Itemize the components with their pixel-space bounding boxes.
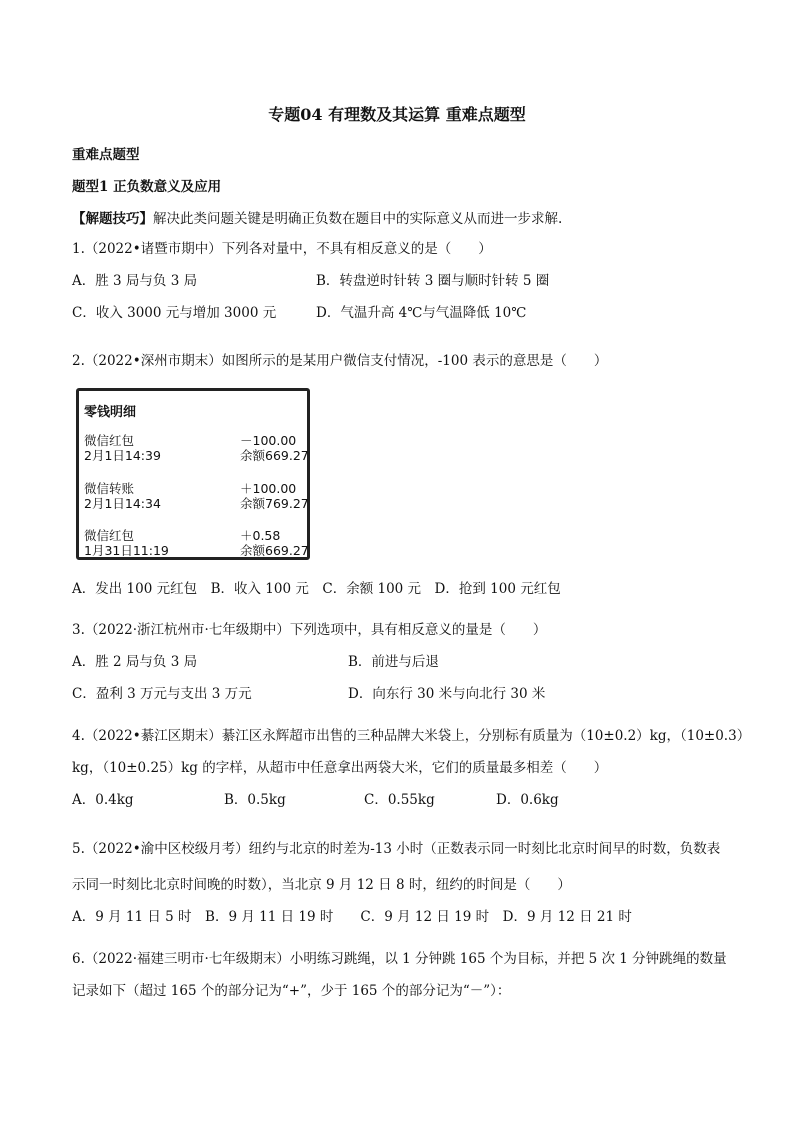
question-3-option-a: A．胜 2 局与负 3 局 bbox=[72, 654, 198, 670]
question-5-stem-line-1: 5.（2022•渝中区校级月考）纽约与北京的时差为-13 小时（正数表示同一时刻比北京时间早的时数，负数表 bbox=[72, 841, 721, 857]
question-4-stem-line-1: 4.（2022•綦江区期末）綦江区永辉超市出售的三种品牌大米袋上，分别标有质量为（10±0.2）kg，（10±0.3） bbox=[72, 728, 751, 744]
question-4-option-b: B．0.5kg bbox=[224, 792, 286, 808]
question-3-option-b: B．前进与后退 bbox=[348, 654, 439, 670]
question-1-option-c: C．收入 3000 元与增加 3000 元 bbox=[72, 305, 277, 321]
question-5-stem-line-2: 示同一时刻比北京时间晚的时数），当北京 9 月 12 日 8 时，纽约的时间是（ ） bbox=[72, 877, 571, 893]
question-4-stem-line-2: kg，（10±0.25）kg 的字样，从超市中任意拿出两袋大米，它们的质量最多相差（ ） bbox=[72, 760, 608, 776]
card-row-amount: ＋0.58 bbox=[240, 528, 281, 543]
wallet-detail-card bbox=[76, 388, 310, 560]
question-2-options: A．发出 100 元红包 B．收入 100 元 C．余额 100 元 D．抢到 100 元红包 bbox=[72, 581, 561, 597]
card-row-balance: 余额769.27 bbox=[240, 496, 309, 511]
question-1-option-b: B．转盘逆时针转 3 圈与顺时针转 5 圈 bbox=[316, 273, 550, 289]
card-row-name: 微信转账 bbox=[84, 481, 135, 496]
card-row-name: 微信红包 bbox=[84, 528, 135, 543]
question-6-stem-line-2: 记录如下（超过 165 个的部分记为“+”，少于 165 个的部分记为“－”）： bbox=[72, 983, 511, 999]
question-3-option-d: D．向东行 30 米与向北行 30 米 bbox=[348, 686, 546, 702]
question-4-option-d: D．0.6kg bbox=[496, 792, 559, 808]
card-row-time: 2月1日14:39 bbox=[84, 448, 161, 463]
card-title: 零钱明细 bbox=[84, 405, 137, 420]
section-heading: 重难点题型 bbox=[72, 147, 140, 163]
card-row-balance: 余额669.27 bbox=[240, 543, 309, 558]
card-row-amount: －100.00 bbox=[240, 433, 297, 448]
solving-tip bbox=[72, 210, 562, 228]
question-1-option-a: A．胜 3 局与负 3 局 bbox=[72, 273, 198, 289]
page-title: 专题04 有理数及其运算 重难点题型 bbox=[268, 105, 526, 124]
question-2-stem: 2.（2022•深州市期末）如图所示的是某用户微信支付情况，-100 表示的意思是（ ） bbox=[72, 353, 608, 369]
question-1-stem: 1.（2022•诸暨市期中）下列各对量中，不具有相反意义的是（ ） bbox=[72, 241, 492, 257]
card-row-time: 1月31日11:19 bbox=[84, 543, 169, 558]
question-4-option-c: C．0.55kg bbox=[364, 792, 435, 808]
type-heading: 题型1 正负数意义及应用 bbox=[72, 179, 222, 195]
card-row-amount: ＋100.00 bbox=[240, 481, 297, 496]
question-3-option-c: C．盈利 3 万元与支出 3 万元 bbox=[72, 686, 252, 702]
question-4-option-a: A．0.4kg bbox=[72, 792, 134, 808]
tip-label: 【解题技巧】 bbox=[72, 211, 153, 227]
question-3-stem: 3.（2022·浙江杭州市·七年级期中）下列选项中，具有相反意义的量是（ ） bbox=[72, 622, 547, 638]
card-row-balance: 余额669.27 bbox=[240, 448, 309, 463]
tip-text: 解决此类问题关键是明确正负数在题目中的实际意义从而进一步求解. bbox=[153, 211, 563, 227]
question-6-stem-line-1: 6.（2022·福建三明市·七年级期末）小明练习跳绳，以 1 分钟跳 165 个为目标，并把 5 次 1 分钟跳绳的数量 bbox=[72, 951, 727, 967]
question-1-option-d: D．气温升高 4℃与气温降低 10℃ bbox=[316, 305, 527, 321]
card-row-name: 微信红包 bbox=[84, 433, 135, 448]
question-5-options: A．9 月 11 日 5 时 B．9 月 11 日 19 时 C．9 月 12 日 19 时 D．9 月 12 日 21 时 bbox=[72, 909, 632, 925]
card-row-time: 2月1日14:34 bbox=[84, 496, 161, 511]
